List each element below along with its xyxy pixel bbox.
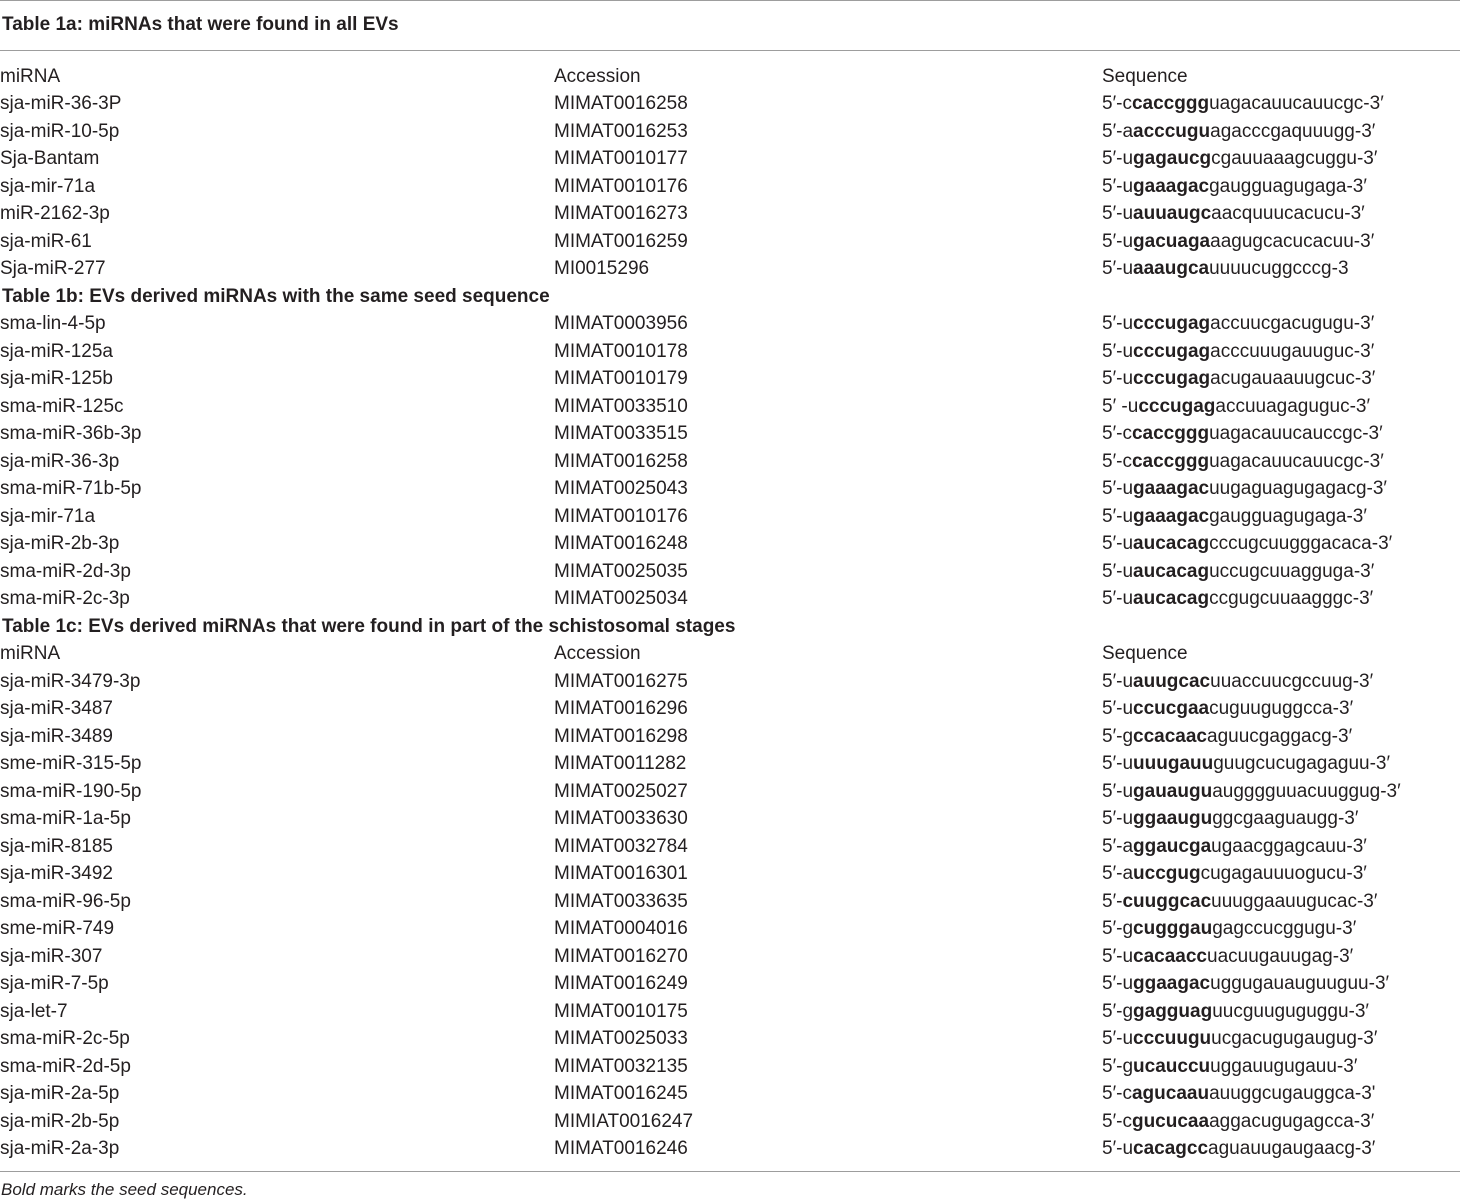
mirna-cell: sja-miR-307 xyxy=(0,945,103,967)
sequence-cell xyxy=(1102,203,1365,225)
mirna-cell: sma-miR-2d-3p xyxy=(0,560,131,582)
accession-cell: MIMAT0016258 xyxy=(554,450,688,472)
mirna-cell: sja-miR-125a xyxy=(0,340,113,362)
sequence-seed: aucacag xyxy=(1133,588,1210,610)
accession-cell: MIMAT0010178 xyxy=(554,340,688,362)
accession-cell: MIMAT0016270 xyxy=(554,945,688,967)
table-row xyxy=(0,173,1460,201)
sequence-pre: 5′-u xyxy=(1102,698,1134,720)
sequence-seed: gagaucg xyxy=(1133,148,1212,170)
sequence-cell xyxy=(1102,753,1390,775)
mirna-cell: sja-mir-71a xyxy=(0,175,96,197)
mirna-cell: sja-miR-36-3p xyxy=(0,450,120,472)
mirna-cell: miR-2162-3p xyxy=(0,203,110,225)
sequence-seed: ggaaugu xyxy=(1133,808,1213,830)
accession-cell: MIMAT0025043 xyxy=(554,478,688,500)
sequence-cell xyxy=(1102,726,1352,748)
table-row xyxy=(0,503,1460,531)
sequence-cell xyxy=(1102,891,1377,913)
sequence-cell xyxy=(1102,368,1375,390)
sequence-post: uuaccuucgccuug-3′ xyxy=(1210,670,1374,692)
table-row xyxy=(0,256,1460,284)
table-row xyxy=(0,916,1460,944)
table-row xyxy=(0,228,1460,256)
table-row xyxy=(0,311,1460,339)
sequence-post: cuguuguggcca-3′ xyxy=(1209,698,1354,720)
accession-cell: MI0015296 xyxy=(554,258,650,280)
mirna-cell: sja-miR-3479-3p xyxy=(0,670,141,692)
mirna-cell: sma-lin-4-5p xyxy=(0,313,106,335)
mirna-cell: sja-miR-36-3P xyxy=(0,93,122,115)
table-body xyxy=(0,63,1460,1163)
column-header-row xyxy=(0,63,1460,91)
accession-cell: MIMAT0004016 xyxy=(554,918,688,940)
sequence-pre: 5′-c xyxy=(1102,450,1132,472)
table-row xyxy=(0,1026,1460,1054)
sequence-pre: 5′-g xyxy=(1102,725,1134,747)
sequence-seed: cacaacc xyxy=(1133,945,1207,967)
sequence-cell xyxy=(1102,1138,1375,1160)
accession-cell: MIMAT0010175 xyxy=(554,1000,688,1022)
sequence-cell xyxy=(1102,973,1389,995)
accession-cell: MIMAT0016301 xyxy=(554,863,688,885)
table-row xyxy=(0,668,1460,696)
table-row xyxy=(0,888,1460,916)
sequence-seed: gagguag xyxy=(1133,1000,1213,1022)
mirna-cell: sma-miR-2c-5p xyxy=(0,1028,130,1050)
sequence-post: guugcucugagaguu-3′ xyxy=(1213,753,1391,775)
sequence-post: aagugcacucacuu-3′ xyxy=(1210,230,1375,252)
accession-cell: MIMAT0033510 xyxy=(554,395,688,417)
sequence-post: accuuagaguguc-3′ xyxy=(1215,395,1371,417)
sequence-post: aggacugugagcca-3′ xyxy=(1209,1110,1375,1132)
sequence-seed: cugggau xyxy=(1133,918,1213,940)
table-footnote: Bold marks the seed sequences. xyxy=(1,1180,248,1199)
sequence-pre: Sequence xyxy=(1102,65,1188,87)
table-row xyxy=(0,1108,1460,1136)
table-row xyxy=(0,723,1460,751)
sequence-cell xyxy=(1102,1083,1375,1105)
sequence-cell xyxy=(1102,121,1375,143)
sequence-pre: 5′-a xyxy=(1102,120,1134,142)
accession-cell: MIMAT0011282 xyxy=(554,753,687,775)
sequence-post: uucguuguguggu-3′ xyxy=(1212,1000,1369,1022)
sequence-seed: ccucgaa xyxy=(1133,698,1210,720)
table-row xyxy=(0,393,1460,421)
table-title: Table 1a: miRNAs that were found in all EVs xyxy=(2,14,399,35)
mirna-cell: sma-miR-125c xyxy=(0,395,124,417)
sequence-seed: caccggg xyxy=(1131,93,1210,115)
sequence-post: uuuucuggcccg-3 xyxy=(1209,258,1349,280)
table-row xyxy=(0,476,1460,504)
sequence-pre: 5′-a xyxy=(1102,863,1134,885)
sequence-cell xyxy=(1102,506,1367,528)
sequence-pre: 5′-c xyxy=(1102,423,1132,445)
sequence-seed: gaaagac xyxy=(1133,175,1210,197)
sequence-seed: gacuaga xyxy=(1133,230,1211,252)
sequence-pre: 5′-u xyxy=(1102,313,1134,335)
table-row xyxy=(0,833,1460,861)
accession-cell: MIMAT0010176 xyxy=(554,505,688,527)
accession-cell: MIMAT0010177 xyxy=(554,148,688,170)
sequence-seed: ggaucga xyxy=(1133,835,1212,857)
sequence-pre: 5′-u xyxy=(1102,753,1134,775)
sequence-cell xyxy=(1102,863,1367,885)
accession-cell: MIMAT0010176 xyxy=(554,175,688,197)
sequence-cell xyxy=(1102,93,1384,115)
sequence-post: uagacauucauucgc-3′ xyxy=(1209,450,1384,472)
mirna-cell: sja-let-7 xyxy=(0,1000,68,1022)
accession-cell: MIMAT0016298 xyxy=(554,725,688,747)
sequence-cell xyxy=(1102,313,1374,335)
sequence-pre: 5′-g xyxy=(1102,1055,1134,1077)
sequence-seed: aucacag xyxy=(1133,533,1210,555)
sequence-pre: 5′-u xyxy=(1102,670,1134,692)
sequence-post: acccuuugauuguc-3′ xyxy=(1210,340,1375,362)
accession-cell: MIMAT0016259 xyxy=(554,230,688,252)
sequence-post: uccugcuuagguga-3′ xyxy=(1209,560,1375,582)
sequence-cell xyxy=(1102,946,1353,968)
accession-cell: MIMAT0016246 xyxy=(554,1138,688,1160)
column-header-row xyxy=(0,641,1460,669)
mirna-cell: sja-mir-71a xyxy=(0,505,96,527)
mirna-cell: sja-miR-3487 xyxy=(0,698,113,720)
accession-cell: MIMAT0025027 xyxy=(554,780,688,802)
sequence-seed: uuugauu xyxy=(1133,753,1214,775)
sequence-pre: 5′-u xyxy=(1102,340,1134,362)
mirna-cell: sma-miR-1a-5p xyxy=(0,808,131,830)
sequence-post: uacuugauugag-3′ xyxy=(1207,945,1354,967)
mirna-cell: sja-miR-2a-5p xyxy=(0,1083,120,1105)
accession-cell: MIMAT0032135 xyxy=(554,1055,688,1077)
sequence-pre: 5′-c xyxy=(1102,93,1132,115)
sequence-cell xyxy=(1102,1001,1369,1023)
sequence-seed: gucucaa xyxy=(1131,1110,1210,1132)
sequence-pre: 5′-u xyxy=(1102,588,1134,610)
table-row xyxy=(0,558,1460,586)
mirna-cell: sma-miR-71b-5p xyxy=(0,478,142,500)
accession-cell: MIMAT0016249 xyxy=(554,973,688,995)
mirna-cell: sme-miR-315-5p xyxy=(0,753,142,775)
sequence-seed: cuuggcac xyxy=(1122,890,1212,912)
sequence-seed: cccugag xyxy=(1138,395,1216,417)
table-row xyxy=(0,531,1460,559)
sequence-cell xyxy=(1102,258,1349,280)
accession-cell: Accession xyxy=(554,643,641,665)
sequence-seed: aucacag xyxy=(1133,560,1210,582)
accession-cell: Accession xyxy=(554,65,641,87)
sequence-seed: cccuugu xyxy=(1133,1028,1212,1050)
sequence-post: uugaguagugagacg-3′ xyxy=(1209,478,1387,500)
sequence-post: uggauugugauu-3′ xyxy=(1210,1055,1358,1077)
sequence-post: gagccucggugu-3′ xyxy=(1212,918,1357,940)
mirna-cell: sja-miR-2b-5p xyxy=(0,1110,120,1132)
sequence-post: auuggcugauggca-3' xyxy=(1209,1083,1376,1105)
sequence-post: aacquuucacucu-3′ xyxy=(1211,203,1365,225)
sequence-post: cugagauuuogucu-3′ xyxy=(1200,863,1367,885)
sequence-seed: gauaugu xyxy=(1133,780,1213,802)
mirna-cell: sja-miR-3489 xyxy=(0,725,113,747)
sequence-pre: 5′ -u xyxy=(1102,395,1139,417)
section-heading xyxy=(0,613,1460,641)
sequence-cell xyxy=(1102,561,1374,583)
sequence-cell xyxy=(1102,643,1188,665)
sequence-post: ggcgaaguaugg-3′ xyxy=(1212,808,1359,830)
sequence-cell xyxy=(1102,588,1373,610)
accession-cell: MIMAT0003956 xyxy=(554,313,688,335)
table-row xyxy=(0,448,1460,476)
sequence-post: ccgugcuuaagggc-3′ xyxy=(1209,588,1374,610)
sequence-pre: 5′-u xyxy=(1102,148,1134,170)
table-row xyxy=(0,1053,1460,1081)
sequence-seed: cccugag xyxy=(1133,368,1211,390)
table-row xyxy=(0,1081,1460,1109)
table-row xyxy=(0,696,1460,724)
sequence-pre: 5′-u xyxy=(1102,945,1134,967)
sequence-cell xyxy=(1102,66,1188,88)
sequence-cell xyxy=(1102,1056,1357,1078)
sequence-post: gaugguagugaga-3′ xyxy=(1209,505,1367,527)
table-row xyxy=(0,201,1460,229)
sequence-pre: 5′-u xyxy=(1102,230,1134,252)
accession-cell: MIMAT0032784 xyxy=(554,835,688,857)
sequence-pre: 5′-u xyxy=(1102,533,1134,555)
sequence-pre: 5′-u xyxy=(1102,175,1134,197)
sequence-post: cccugcuugggacaca-3′ xyxy=(1209,533,1393,555)
sequence-post: ugaacggagcauu-3′ xyxy=(1211,835,1367,857)
sequence-post: uagacauucauucgc-3′ xyxy=(1209,93,1384,115)
sequence-seed: auugcac xyxy=(1133,670,1211,692)
accession-cell: MIMAT0016296 xyxy=(554,698,688,720)
sequence-cell xyxy=(1102,176,1367,198)
sequence-pre: 5′-u xyxy=(1102,973,1134,995)
table-row xyxy=(0,118,1460,146)
table-row xyxy=(0,806,1460,834)
accession-cell: MIMAT0016275 xyxy=(554,670,688,692)
accession-cell: MIMIAT0016247 xyxy=(554,1110,694,1132)
sequence-cell xyxy=(1102,698,1353,720)
table-row xyxy=(0,1136,1460,1164)
table-row xyxy=(0,146,1460,174)
table-row xyxy=(0,998,1460,1026)
mirna-cell: sja-miR-7-5p xyxy=(0,973,109,995)
sequence-post: aguauugaugaacg-3′ xyxy=(1208,1138,1376,1160)
sequence-seed: uccgug xyxy=(1133,863,1201,885)
sequence-pre: 5′-u xyxy=(1102,1138,1134,1160)
table-row xyxy=(0,338,1460,366)
sequence-cell xyxy=(1102,836,1367,858)
sequence-pre: 5′-g xyxy=(1102,1000,1134,1022)
mirna-cell: sma-miR-190-5p xyxy=(0,780,142,802)
sequence-seed: gaaagac xyxy=(1133,478,1210,500)
mirna-cell: sja-miR-2a-3p xyxy=(0,1138,120,1160)
table-row xyxy=(0,861,1460,889)
sequence-seed: gaaagac xyxy=(1133,505,1210,527)
table-row xyxy=(0,778,1460,806)
sequence-seed: ucauccu xyxy=(1133,1055,1211,1077)
sequence-cell xyxy=(1102,478,1387,500)
sequence-cell xyxy=(1102,148,1377,170)
sequence-post: acugauaauugcuc-3′ xyxy=(1210,368,1376,390)
sequence-post: accuucgacugugu-3′ xyxy=(1210,313,1375,335)
section-title: Table 1b: EVs derived miRNAs with the same seed sequence xyxy=(2,285,550,307)
sequence-seed: auuaugc xyxy=(1133,203,1212,225)
accession-cell: MIMAT0010179 xyxy=(554,368,688,390)
sequence-cell xyxy=(1102,918,1356,940)
sequence-seed: cccugag xyxy=(1133,340,1211,362)
mirna-cell: sma-miR-96-5p xyxy=(0,890,131,912)
sequence-pre: 5′-u xyxy=(1102,780,1134,802)
table-row xyxy=(0,943,1460,971)
top-rule xyxy=(0,0,1460,1)
sequence-pre: 5′-u xyxy=(1102,808,1134,830)
mirna-cell: sja-miR-10-5p xyxy=(0,120,120,142)
sequence-pre: 5′-u xyxy=(1102,1028,1134,1050)
sequence-seed: cacagcc xyxy=(1133,1138,1209,1160)
mirna-cell: sma-miR-2d-5p xyxy=(0,1055,131,1077)
section-heading xyxy=(0,283,1460,311)
accession-cell: MIMAT0016273 xyxy=(554,203,688,225)
sequence-cell xyxy=(1102,341,1374,363)
sequence-seed: caccggg xyxy=(1131,450,1210,472)
sequence-seed: cccugag xyxy=(1133,313,1211,335)
accession-cell: MIMAT0033630 xyxy=(554,808,688,830)
sequence-seed: aaaugca xyxy=(1133,258,1210,280)
sequence-pre: 5′- xyxy=(1102,890,1123,912)
sequence-cell xyxy=(1102,671,1373,693)
table-row xyxy=(0,91,1460,119)
sequence-cell xyxy=(1102,1111,1374,1133)
sequence-pre: 5′-u xyxy=(1102,258,1134,280)
sequence-pre: Sequence xyxy=(1102,643,1188,665)
mirna-cell: miRNA xyxy=(0,65,61,87)
accession-cell: MIMAT0016248 xyxy=(554,533,688,555)
sequence-post: uuuggaauugucac-3′ xyxy=(1211,890,1378,912)
sequence-post: cgauuaaagcuggu-3′ xyxy=(1211,148,1378,170)
sequence-seed: ccacaac xyxy=(1133,725,1207,747)
mirna-cell: sma-miR-2c-3p xyxy=(0,588,130,610)
sequence-seed: ggaagac xyxy=(1133,973,1211,995)
sequence-cell xyxy=(1102,533,1392,555)
sequence-cell xyxy=(1102,781,1401,803)
sequence-cell xyxy=(1102,1028,1377,1050)
accession-cell: MIMAT0025033 xyxy=(554,1028,688,1050)
sequence-post: aguucgaggacg-3′ xyxy=(1207,725,1353,747)
accession-cell: MIMAT0025035 xyxy=(554,560,688,582)
sequence-post: gaugguagugaga-3′ xyxy=(1209,175,1367,197)
mirna-cell: sme-miR-749 xyxy=(0,918,115,940)
sequence-post: agacccgaquuugg-3′ xyxy=(1210,120,1376,142)
sequence-pre: 5′-u xyxy=(1102,560,1134,582)
sequence-post: ucgacugugaugug-3′ xyxy=(1211,1028,1378,1050)
sequence-cell xyxy=(1102,423,1383,445)
sequence-pre: 5′-c xyxy=(1102,1110,1132,1132)
mirna-cell: sja-miR-61 xyxy=(0,230,92,252)
table-row xyxy=(0,586,1460,614)
mirna-cell: sja-miR-125b xyxy=(0,368,113,390)
sequence-pre: 5′-u xyxy=(1102,505,1134,527)
title-rule xyxy=(0,50,1460,51)
bottom-rule xyxy=(0,1171,1460,1172)
sequence-seed: agucaau xyxy=(1131,1083,1210,1105)
sequence-pre: 5′-u xyxy=(1102,203,1134,225)
sequence-post: augggguuacuuggug-3′ xyxy=(1212,780,1401,802)
mirna-cell: sja-miR-3492 xyxy=(0,863,113,885)
mirna-cell: sja-miR-2b-3p xyxy=(0,533,120,555)
mirna-cell: miRNA xyxy=(0,643,61,665)
section-title: Table 1c: EVs derived miRNAs that were found in part of the schistosomal stages xyxy=(2,615,736,637)
accession-cell: MIMAT0016258 xyxy=(554,93,688,115)
sequence-pre: 5′-c xyxy=(1102,1083,1132,1105)
table-row xyxy=(0,751,1460,779)
mirna-cell: Sja-Bantam xyxy=(0,148,100,170)
table-row xyxy=(0,421,1460,449)
mirna-cell: Sja-miR-277 xyxy=(0,258,106,280)
sequence-pre: 5′-u xyxy=(1102,478,1134,500)
mirna-cell: sma-miR-36b-3p xyxy=(0,423,142,445)
accession-cell: MIMAT0033515 xyxy=(554,423,688,445)
sequence-cell xyxy=(1102,231,1374,253)
sequence-post: uagacauucauccgc-3′ xyxy=(1209,423,1383,445)
accession-cell: MIMAT0025034 xyxy=(554,588,688,610)
accession-cell: MIMAT0016245 xyxy=(554,1083,688,1105)
table-row xyxy=(0,971,1460,999)
accession-cell: MIMAT0033635 xyxy=(554,890,688,912)
sequence-pre: 5′-a xyxy=(1102,835,1134,857)
accession-cell: MIMAT0016253 xyxy=(554,120,688,142)
sequence-cell xyxy=(1102,451,1384,473)
sequence-post: uggugauauguuguu-3′ xyxy=(1210,973,1390,995)
sequence-seed: acccugu xyxy=(1133,120,1211,142)
mirna-cell: sja-miR-8185 xyxy=(0,835,113,857)
table-row xyxy=(0,366,1460,394)
sequence-cell xyxy=(1102,396,1370,418)
sequence-pre: 5′-u xyxy=(1102,368,1134,390)
sequence-seed: caccggg xyxy=(1131,423,1210,445)
sequence-cell xyxy=(1102,808,1358,830)
sequence-pre: 5′-g xyxy=(1102,918,1134,940)
